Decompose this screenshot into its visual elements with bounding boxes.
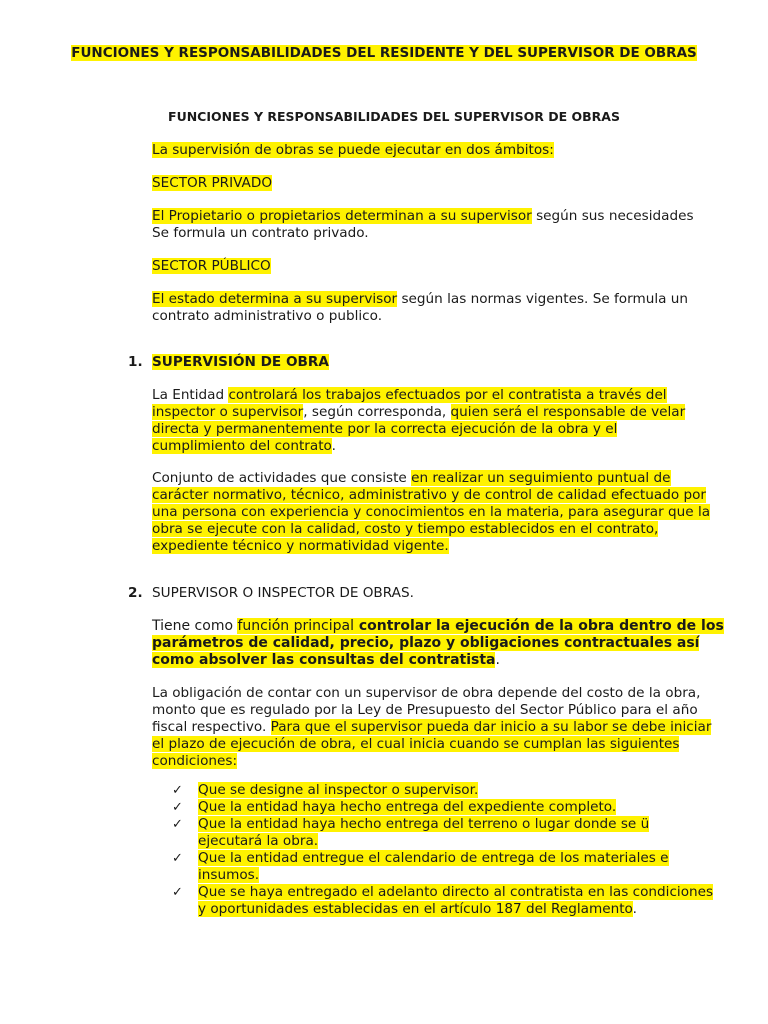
conditions-list <box>172 782 732 918</box>
checkmark-icon: ✓ <box>172 851 183 866</box>
sector-privado-paragraph: El Propietario o propietarios determinan a su supervisor según sus necesidades Se formula un contrato privado. <box>152 208 694 241</box>
section-1-paragraph-1: La Entidad controlará los trabajos efectuados por el contratista a través del inspector o supervisor, según corresponda, quien será el responsable de velar directa y permanentemente por la correcta ejecución de la obra y el cumplimiento del contrato. <box>152 387 686 454</box>
section-1-paragraph-2: Conjunto de actividades que consiste en realizar un seguimiento puntual de carácter normativo, técnico, administrativo y de control de calidad efectuado por una persona con experiencia y conocimientos en la materia, para asegurar que la obra se ejecute con la calidad, costo y tiempo establecidos en el contrato, expediente técnico y normatividad vigente. <box>152 470 711 554</box>
checkmark-icon: ✓ <box>172 783 183 798</box>
checkmark-icon: ✓ <box>172 817 183 832</box>
list-item: ✓ Que la entidad haya hecho entrega del expediente completo. <box>172 799 617 815</box>
sector-publico-label: SECTOR PÚBLICO <box>152 258 271 274</box>
section-1-heading: 1. SUPERVISIÓN DE OBRA <box>128 354 329 370</box>
sector-privado-label: SECTOR PRIVADO <box>152 175 273 191</box>
checkmark-icon: ✓ <box>172 885 183 900</box>
list-item: ✓ Que la entidad entregue el calendario de entrega de los materiales e insumos. <box>172 850 669 883</box>
section-2-paragraph-1: Tiene como función principal controlar la ejecución de la obra dentro de los parámetros de calidad, precio, plazo y obligaciones contractuales así como absolver las consultas del contratista. <box>152 618 724 668</box>
checkmark-icon: ✓ <box>172 800 183 815</box>
section-2-paragraph-2: La obligación de contar con un supervisor de obra depende del costo de la obra, monto que es regulado por la Ley de Presupuesto del Sector Público para el año fiscal respectivo. Para que el supervisor pueda dar inicio a su labor se debe iniciar el plazo de ejecución de obra, el cual inicia cuando se cumplan las siguientes condiciones: <box>152 685 712 769</box>
list-item: ✓ Que la entidad haya hecho entrega del terreno o lugar donde se ü ejecutará la obra. <box>172 816 650 849</box>
list-item: ✓ Que se designe al inspector o supervisor. <box>172 782 479 798</box>
section-2-heading: 2. SUPERVISOR O INSPECTOR DE OBRAS. <box>128 585 414 601</box>
document-subtitle: FUNCIONES Y RESPONSABILIDADES DEL SUPERVISOR DE OBRAS <box>168 109 620 124</box>
list-item: ✓ Que se haya entregado el adelanto directo al contratista en las condiciones y oportunidades establecidas en el artículo 187 del Reglamento. <box>172 884 714 917</box>
sector-publico-paragraph: El estado determina a su supervisor según las normas vigentes. Se formula un contrato administrativo o publico. <box>152 291 688 324</box>
intro-paragraph: La supervisión de obras se puede ejecutar en dos ámbitos: <box>152 142 554 158</box>
document-title: FUNCIONES Y RESPONSABILIDADES DEL RESIDENTE Y DEL SUPERVISOR DE OBRAS <box>71 45 697 61</box>
